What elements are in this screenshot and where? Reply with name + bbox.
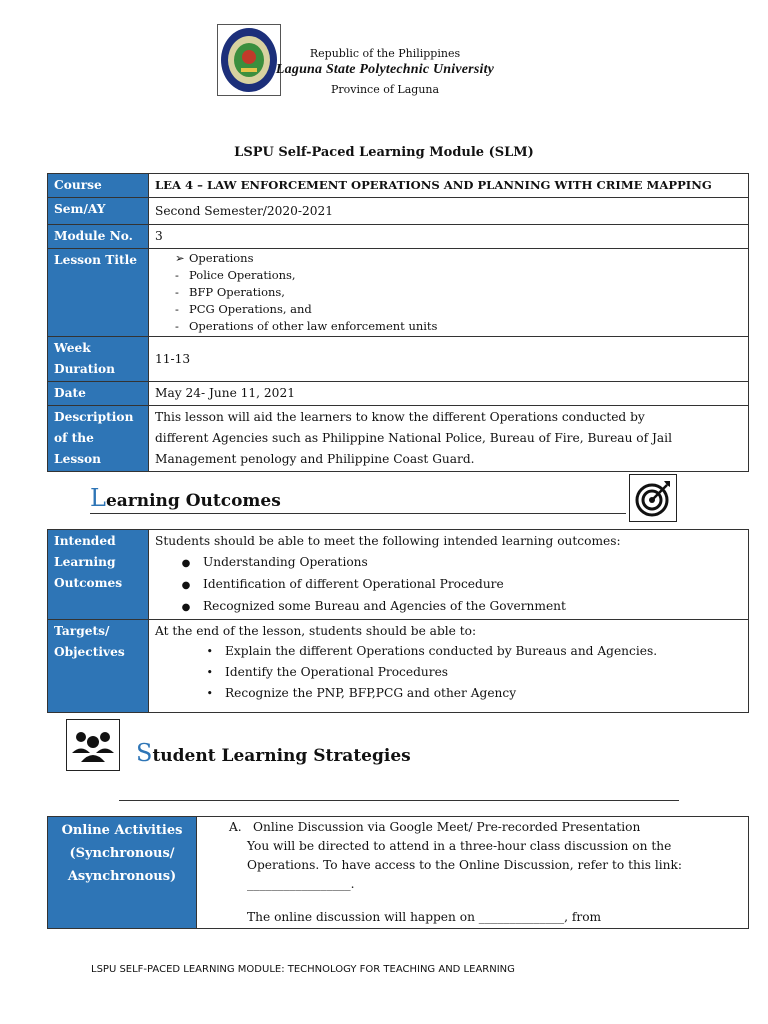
page-footer: LSPU SELF-PACED LEARNING MODULE: TECHNOLOGY FOR TEACHING AND LEARNING	[91, 964, 515, 975]
week-duration-label: Week Duration	[48, 337, 149, 382]
table-row	[48, 382, 749, 406]
list-item: • Explain the different Operations conducted by Bureaus and Agencies.	[206, 644, 658, 658]
lesson-title-list	[149, 249, 749, 337]
description-value: This lesson will aid the learners to know the different Operations conducted by different Agencies such as Philippine National Police, Bureau of Fire, Bureau of Jail Management penology and Philippine Coast Guard.	[149, 406, 749, 472]
list-item: - Police Operations,	[175, 268, 296, 282]
intended-outcomes-content: Students should be able to meet the following intended learning outcomes: ● Understanding Operations ● Identification of different Operational Procedure ● Recognized some Bureau and Agencies of the Government	[149, 530, 749, 620]
table-row	[48, 225, 749, 249]
list-item: • Recognize the PNP, BFP,PCG and other Agency	[206, 686, 517, 700]
heading-divider	[90, 513, 626, 514]
table-row	[48, 249, 749, 337]
learning-outcomes-table	[47, 529, 749, 713]
week-value: 11-13	[149, 337, 749, 382]
intended-outcomes-label: Intended Learning Outcomes	[48, 530, 149, 620]
table-row	[48, 530, 749, 620]
table-row	[48, 337, 749, 382]
module-title: LSPU Self-Paced Learning Module (SLM)	[234, 145, 534, 160]
course-value: LEA 4 – LAW ENFORCEMENT OPERATIONS AND PLANNING WITH CRIME MAPPING	[149, 174, 749, 198]
republic-text: Republic of the Philippines	[309, 47, 461, 60]
list-item: ● Recognized some Bureau and Agencies of the Government	[181, 599, 566, 613]
online-activities-label: Online Activities (Synchronous/ Asynchronous)	[48, 817, 197, 929]
list-item: ● Identification of different Operational Procedure	[181, 577, 504, 591]
table-row	[48, 817, 749, 929]
target-icon	[629, 474, 677, 522]
list-item: ➢ Operations	[175, 251, 254, 265]
strategies-table	[47, 816, 749, 929]
module-value: 3	[149, 225, 749, 249]
list-item: ● Understanding Operations	[181, 555, 368, 569]
university-name: Laguna State Polytechnic University	[275, 62, 495, 77]
table-row	[48, 174, 749, 198]
people-icon	[66, 719, 120, 771]
targets-objectives-content: At the end of the lesson, students should be able to: • Explain the different Operations conducted by Bureaus and Agencies. • Identify the Operational Procedures • Recognize the PNP, BFP,PCG and other Agency	[149, 620, 749, 713]
student-learning-strategies-heading: Student Learning Strategies	[136, 739, 411, 767]
lesson-title-label: Lesson Title	[48, 249, 149, 337]
table-row	[48, 198, 749, 225]
province-text: Province of Laguna	[330, 83, 440, 96]
list-item: A. Online Discussion via Google Meet/ Pre-recorded Presentation	[229, 820, 641, 834]
list-item: - PCG Operations, and	[175, 302, 312, 316]
course-label: Course	[48, 174, 149, 198]
learning-outcomes-heading: Learning Outcomes	[90, 484, 281, 512]
list-item: - Operations of other law enforcement units	[175, 319, 438, 333]
targets-objectives-label: Targets/ Objectives	[48, 620, 149, 713]
date-label: Date	[48, 382, 149, 406]
list-item: - BFP Operations,	[175, 285, 285, 299]
table-row	[48, 406, 749, 472]
description-label: Description of the Lesson	[48, 406, 149, 472]
semay-label: Sem/AY	[48, 198, 149, 225]
online-activities-content: A. Online Discussion via Google Meet/ Pre-recorded Presentation You will be directed to attend in a three-hour class discussion on the Operations. To have access to the Online Discussion, refer to this link: _________________. The online discussion will happen on ______________, from	[197, 817, 749, 929]
date-value: May 24- June 11, 2021	[149, 382, 749, 406]
module-info-table	[47, 173, 749, 472]
list-item: • Identify the Operational Procedures	[206, 665, 449, 679]
semay-value: Second Semester/2020-2021	[149, 198, 749, 225]
heading-divider	[119, 800, 679, 801]
module-label: Module No.	[48, 225, 149, 249]
table-row	[48, 620, 749, 713]
